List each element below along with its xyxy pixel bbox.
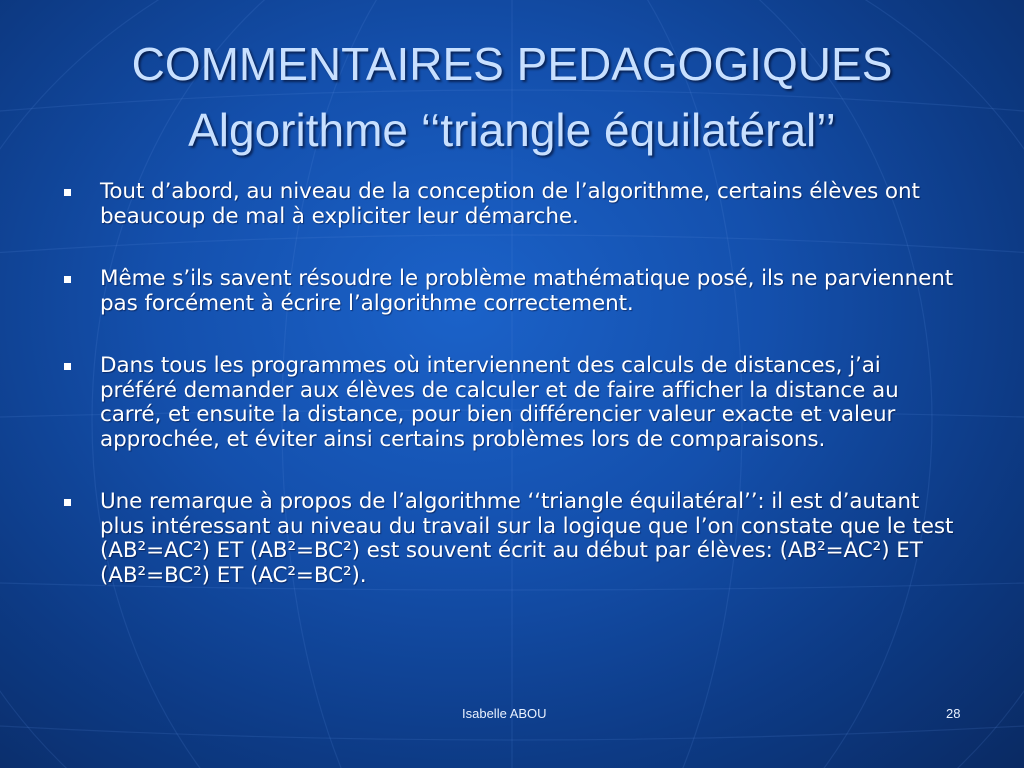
bullet-item: [60, 490, 960, 588]
bullet-text: Tout d’abord, au niveau de la conception de l’algorithme, certains élèves ont beaucoup de mal à expliciter leur démarche.: [100, 179, 920, 229]
bullet-text: Dans tous les programmes où interviennent des calculs de distances, j’ai préféré demander aux élèves de calculer et de faire afficher la distance au carré, et ensuite la distance, pour bien différencier valeur exacte et valeur approchée, et éviter ainsi certains problèmes lors de comparaisons.: [100, 353, 899, 452]
slide-title: COMMENTAIRES PEDAGOGIQUES: [131, 38, 893, 90]
square-bullet-icon: [64, 276, 71, 283]
bullet-text: Même s’ils savent résoudre le problème mathématique posé, ils ne parviennent pas forcément à écrire l’algorithme correctement.: [100, 266, 954, 316]
square-bullet-icon: [64, 189, 71, 196]
page-number: 28: [946, 706, 961, 721]
square-bullet-icon: [64, 363, 71, 370]
bullet-item: [60, 180, 960, 229]
footer-author: Isabelle ABOU: [462, 706, 547, 721]
bullet-text: Une remarque à propos de l’algorithme ‘‘triangle équilatéral’’: il est d’autant plus intéressant au niveau du travail sur la logique que l’on constate que le test (AB²=AC²) ET (AB²=BC²) est souvent écrit au début par élèves: (AB²=AC²) ET (AB²=BC²) ET (AC²=BC²).: [100, 489, 954, 588]
bullet-list: [60, 180, 960, 588]
bullet-item: [60, 354, 960, 452]
slide-subtitle: Algorithme ‘‘triangle équilatéral’’: [188, 104, 836, 156]
square-bullet-icon: [64, 499, 71, 506]
bullet-item: [60, 267, 960, 316]
